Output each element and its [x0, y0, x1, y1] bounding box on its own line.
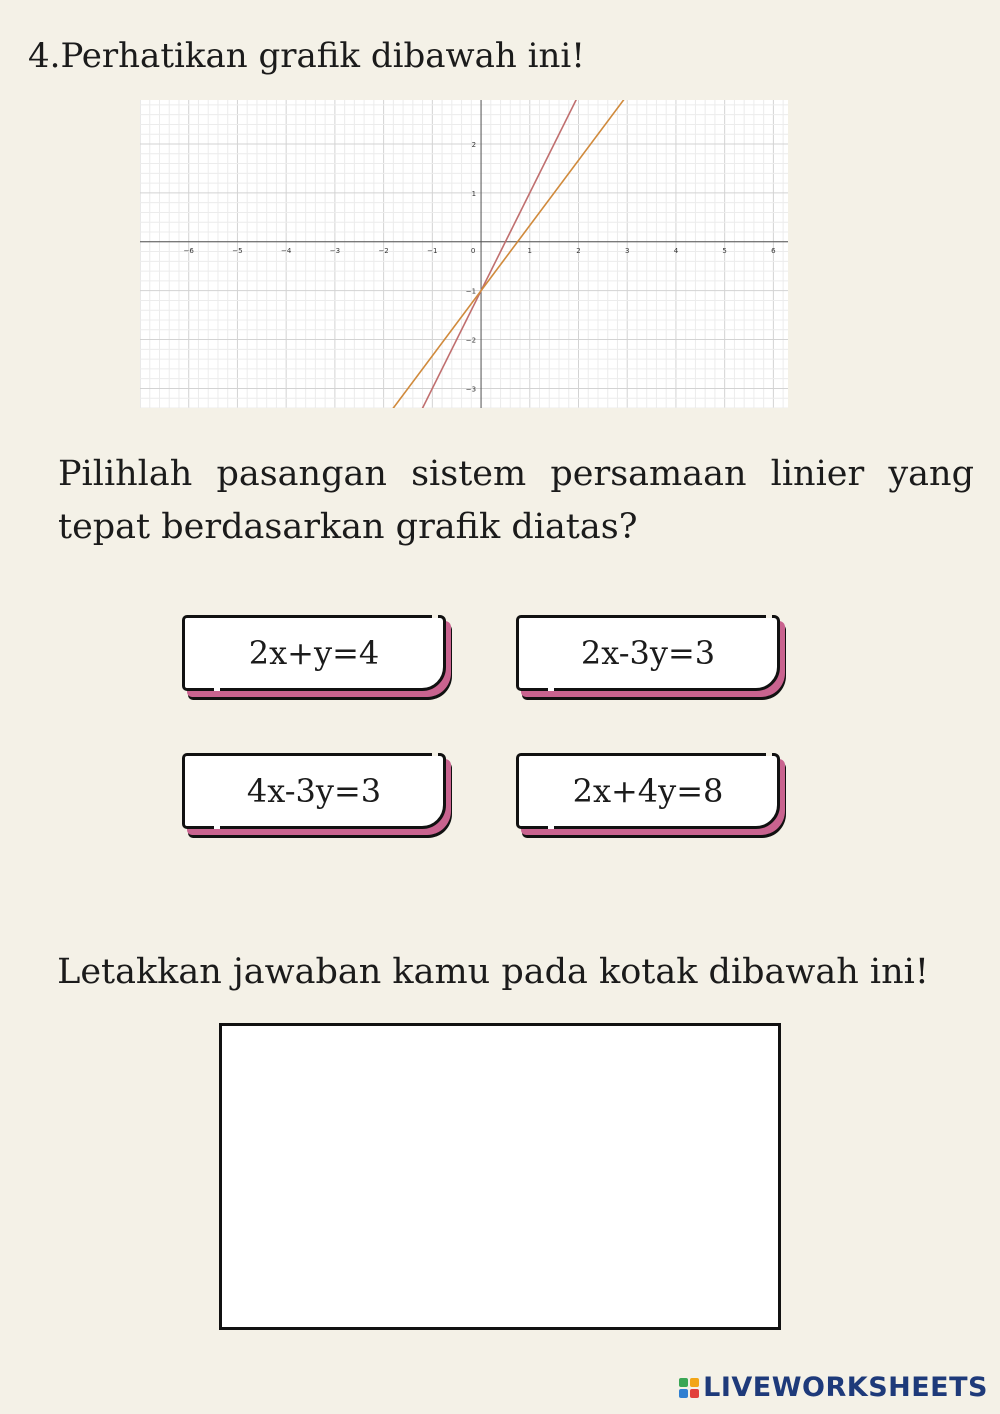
card-notch — [548, 687, 554, 691]
liveworksheets-logo-icon — [679, 1378, 699, 1398]
x-tick-label: −4 — [281, 246, 292, 255]
x-tick-label: 3 — [624, 246, 630, 255]
x-tick-label: −2 — [378, 246, 389, 255]
x-tick-label: 4 — [673, 246, 679, 255]
y-tick-label: −1 — [465, 287, 477, 296]
card-notch — [214, 687, 220, 691]
x-tick-label: −3 — [329, 246, 341, 255]
card-notch — [214, 825, 220, 829]
y-tick-label: −2 — [465, 336, 477, 345]
x-tick-label: −5 — [232, 246, 243, 255]
question-title: 4.Perhatikan grafik dibawah ini! — [28, 36, 585, 76]
answer-instruction: Letakkan jawaban kamu pada kotak dibawah ini! — [57, 952, 929, 992]
answer-drop-box[interactable] — [219, 1023, 781, 1330]
option-card-1[interactable] — [182, 615, 464, 707]
y-tick-label: 2 — [471, 141, 477, 149]
x-tick-label: −6 — [183, 246, 194, 255]
graph — [140, 100, 788, 408]
card-notch — [432, 750, 438, 756]
question-prompt: Pilihlah pasangan sistem persamaan linier yang tepat berdasarkan grafik diatas? — [58, 454, 974, 547]
graph-svg — [140, 100, 788, 408]
x-tick-label: 2 — [576, 246, 581, 255]
option-label: 4x-3y=3 — [182, 753, 446, 829]
x-tick-label: 5 — [722, 246, 727, 255]
card-notch — [548, 825, 554, 829]
option-card-4[interactable] — [516, 753, 798, 845]
x-tick-label: 0 — [470, 246, 476, 255]
option-card-3[interactable] — [182, 753, 464, 845]
option-label: 2x+4y=8 — [516, 753, 780, 829]
option-label: 2x-3y=3 — [516, 615, 780, 691]
x-tick-label: 6 — [771, 246, 776, 255]
card-notch — [432, 612, 438, 618]
card-notch — [766, 750, 772, 756]
option-card-2[interactable] — [516, 615, 798, 707]
option-label: 2x+y=4 — [182, 615, 446, 691]
card-notch — [766, 612, 772, 618]
x-tick-label: 1 — [527, 246, 533, 255]
liveworksheets-logo — [679, 1372, 988, 1403]
brand-name: LIVEWORKSHEETS — [703, 1372, 988, 1403]
y-tick-label: −3 — [465, 385, 477, 394]
y-tick-label: 1 — [471, 189, 477, 198]
x-tick-label: −1 — [427, 246, 438, 255]
